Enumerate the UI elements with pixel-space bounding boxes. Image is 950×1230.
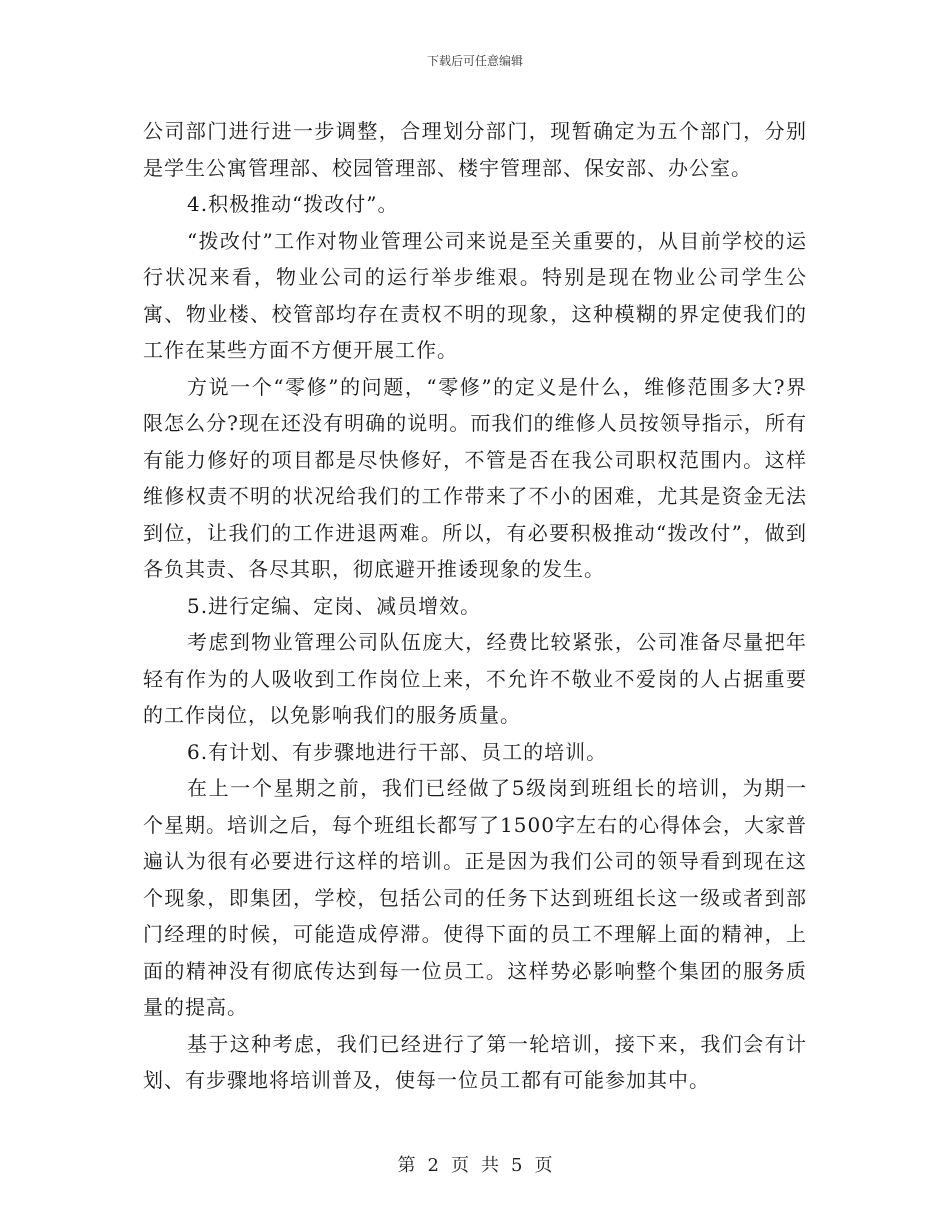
paragraph: 方说一个“零修”的问题，“零修”的定义是什么，维修范围多大?界限怎么分?现在还没有明确的说明。而我们的维修人员按领导指示，所有有能力修好的项目都是尽快修好，不管是否在我公司职权范围内。这样维修权责不明的状况给我们的工作带来了不小的困难，尤其是资金无法到位，让我们的工作进退两难。所以，有必要积极推动“拨改付”，做到各负其责、各尽其职，彻底避开推诿现象的发生。 [143,374,807,581]
page-footer [0,1154,950,1178]
footer-prefix: 第 [397,1155,416,1176]
paragraph-continuation: 公司部门进行进一步调整，合理划分部门，现暂确定为五个部门，分别是学生公寓管理部、校园管理部、楼宇管理部、保安部、办公室。 [143,119,807,180]
section-heading-6: 6.有计划、有步骤地进行干部、员工的培训。 [187,739,608,764]
section-heading-5: 5.进行定编、定岗、减员增效。 [187,593,482,618]
footer-total-word: 共 [481,1155,499,1176]
footer-page-word: 页 [451,1155,469,1176]
footer-suffix: 页 [534,1155,553,1176]
header-note: 下载后可任意编辑 [426,54,523,68]
footer-current-page: 2 [427,1155,439,1176]
paragraph: 基于这种考虑，我们已经进行了第一轮培训，接下来，我们会有计划、有步骤地将培训普及，使每一位员工都有可能参加其中。 [143,1031,807,1092]
section-heading-4: 4.积极推动“拨改付”。 [187,192,399,216]
footer-total-pages: 5 [511,1155,523,1176]
paragraph: 在上一个星期之前，我们已经做了5级岗到班组长的培训，为期一个星期。培训之后，每个班组长都写了1500字左右的心得体会，大家普遍认为很有必要进行这样的培训。正是因为我们公司的领导看到现在这个现象，即集团，学校，包括公司的任务下达到班组长这一级或者到部门经理的时候，可能造成停滞。使得下面的员工不理解上面的精神，上面的精神没有彻底传达到每一位员工。这样势必影响整个集团的服务质量的提高。 [143,776,807,1019]
document-body [143,113,807,1099]
paragraph: 考虑到物业管理公司队伍庞大，经费比较紧张，公司准备尽量把年轻有作为的人吸收到工作岗位上来，不允许不敬业不爱岗的人占据重要的工作岗位，以免影响我们的服务质量。 [143,630,807,727]
paragraph: “拨改付”工作对物业管理公司来说是至关重要的，从目前学校的运行状况来看，物业公司的运行举步维艰。特别是现在物业公司学生公寓、物业楼、校管部均存在责权不明的现象，这种模糊的界定使我们的工作在某些方面不方便开展工作。 [143,228,807,362]
